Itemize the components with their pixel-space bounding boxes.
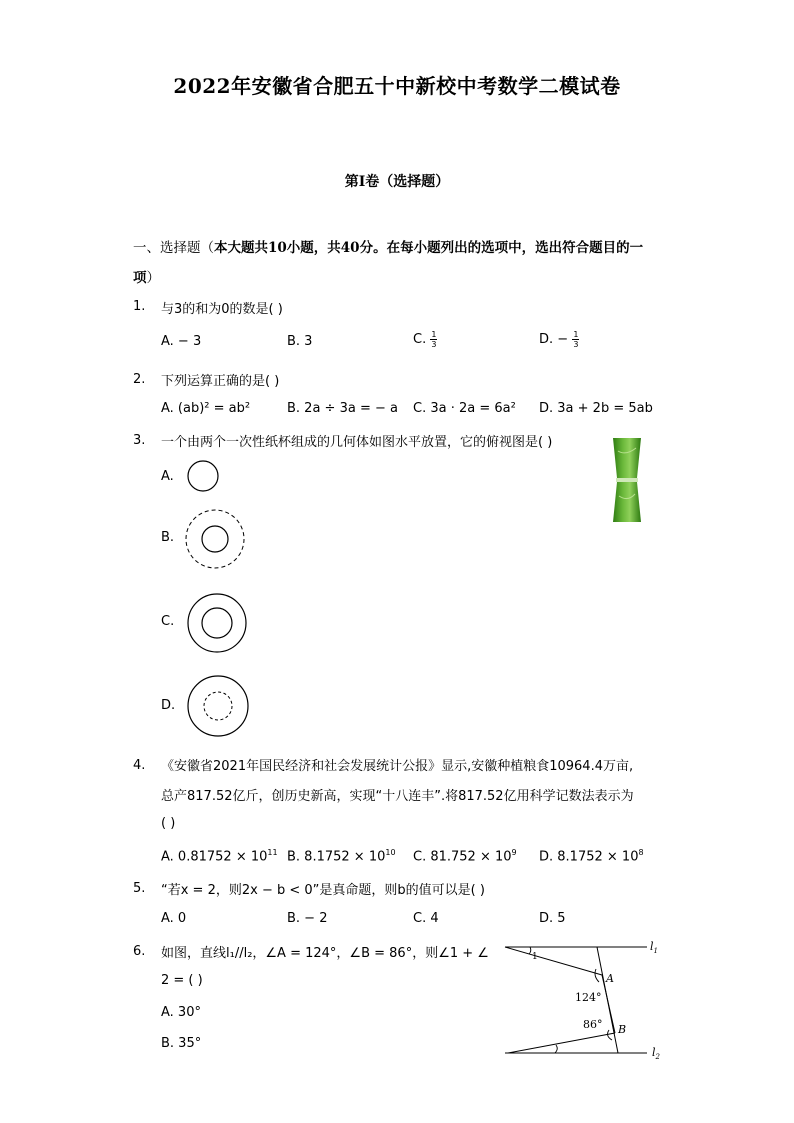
- question-text-line2: 2 = ( ): [161, 973, 203, 988]
- option-label: C.: [413, 332, 427, 347]
- option-d[interactable]: [539, 330, 579, 349]
- fraction: $\frac{1}{3}$: [573, 330, 579, 349]
- option-a-figure: [186, 459, 220, 493]
- angle-1-label: 1: [532, 952, 538, 962]
- document-title: 2022年安徽省合肥五十中新校中考数学二模试卷: [173, 74, 621, 98]
- option-c[interactable]: [413, 330, 437, 349]
- option-label: D. −: [539, 332, 569, 347]
- option-c-figure: [186, 592, 248, 654]
- option-a[interactable]: A.: [161, 469, 174, 484]
- paper-cups-figure: [610, 436, 644, 524]
- line-l1-label: $l_1$: [650, 940, 658, 955]
- option-b[interactable]: B. 35°: [161, 1036, 202, 1051]
- point-b-label: B: [618, 1023, 627, 1036]
- option-c[interactable]: C. 4: [413, 911, 439, 926]
- option-d[interactable]: D. $8.1752 \times 10^8$: [539, 848, 644, 865]
- option-d-figure: [186, 674, 250, 738]
- angle-a-value: 124°: [575, 991, 602, 1004]
- option-b[interactable]: B. 2a ÷ 3a = − a: [287, 401, 398, 416]
- option-b[interactable]: B. − 2: [287, 911, 328, 926]
- question-number: 1.: [133, 299, 146, 314]
- question-text-line1: 《安徽省2021年国民经济和社会发展统计公报》显示,安徽种植粮食10964.4万亩,: [161, 759, 634, 774]
- question-text: 下列运算正确的是( ): [161, 374, 280, 389]
- question-text: 与3的和为0的数是( ): [161, 302, 283, 317]
- option-a[interactable]: A. 0: [161, 911, 187, 926]
- question-number: 6.: [133, 944, 146, 959]
- section-heading: 第I卷（选择题）: [344, 174, 450, 190]
- point-a-label: A: [606, 972, 614, 985]
- section-instructions: [133, 233, 663, 293]
- fraction: $\frac{1}{3}$: [431, 330, 437, 349]
- line-l2-label: $l_2$: [652, 1046, 660, 1061]
- option-a[interactable]: A. 30°: [161, 1005, 201, 1020]
- parallel-lines-figure: [500, 936, 670, 1066]
- question-text-line1: 如图，直线l₁//l₂，∠A = 124°，∠B = 86°，则∠1 + ∠: [161, 946, 489, 961]
- option-d[interactable]: D.: [161, 698, 176, 713]
- question-text-line3: ( ): [161, 816, 176, 831]
- option-b[interactable]: B.: [161, 530, 175, 545]
- option-b[interactable]: B. $8.1752 \times 10^{10}$: [287, 848, 396, 865]
- angle-b-value: 86°: [583, 1018, 603, 1031]
- option-c[interactable]: C. 3a · 2a = 6a²: [413, 401, 516, 416]
- question-text: 一个由两个一次性纸杯组成的几何体如图水平放置，它的俯视图是( ): [161, 435, 553, 450]
- question-text-line2: 总产817.52亿斤，创历史新高，实现“十八连丰”.将817.52亿用科学记数法表示为: [161, 789, 634, 804]
- option-d[interactable]: D. 5: [539, 911, 566, 926]
- question-number: 5.: [133, 881, 146, 896]
- option-a[interactable]: A. (ab)² = ab²: [161, 401, 251, 416]
- question-number: 3.: [133, 433, 146, 448]
- question-number: 4.: [133, 758, 146, 773]
- option-c[interactable]: C. $81.752 \times 10^9$: [413, 848, 517, 865]
- section-bold-text: 本大题共10小题，共40分。在每小题列出的选项中，选出符合题目的一项: [133, 240, 644, 286]
- option-a[interactable]: A. $0.81752 \times 10^{11}$: [161, 848, 278, 865]
- option-a[interactable]: A. − 3: [161, 334, 202, 349]
- question-number: 2.: [133, 372, 146, 387]
- option-b[interactable]: B. 3: [287, 334, 313, 349]
- section-suffix: ）: [146, 270, 160, 286]
- section-prefix: 一、选择题（: [133, 240, 214, 256]
- option-b-figure: [184, 508, 246, 570]
- option-c[interactable]: C.: [161, 614, 175, 629]
- option-d[interactable]: D. 3a + 2b = 5ab: [539, 401, 653, 416]
- question-text: “若x = 2，则2x − b < 0”是真命题，则b的值可以是( ): [161, 883, 485, 898]
